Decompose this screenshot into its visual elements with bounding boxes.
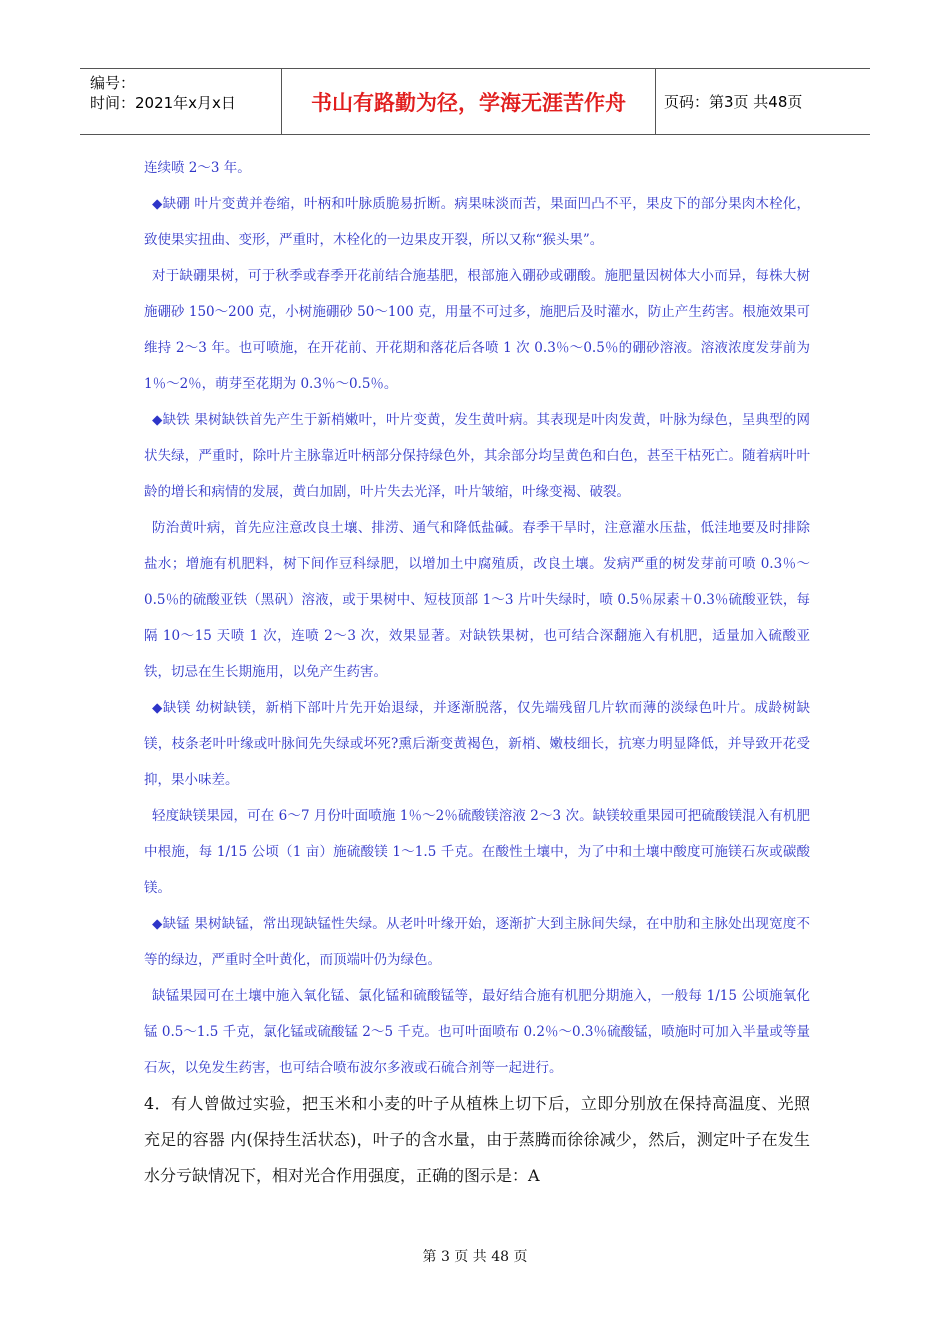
paragraph-boron-deficiency: ◆缺硼 叶片变黄并卷缩，叶柄和叶脉质脆易折断。病果味淡而苦，果面凹凸不平，果皮下的部分果肉木栓化，致使果实扭曲、变形，严重时，木栓化的一边果皮开裂，所以又称“猴头果”。 — [144, 196, 810, 248]
paragraph: 轻度缺镁果园，可在 6～7 月份叶面喷施 1％～2％硫酸镁溶液 2～3 次。缺镁较重果园可把硫酸镁混入有机肥中根施，每 1/15 公顷（1 亩）施硫酸镁 1～1.5 千克。在酸性土壤中，为了中和土壤中酸度可施镁石灰或碳酸镁。 — [144, 808, 810, 896]
paragraph-manganese-deficiency: ◆缺锰 果树缺锰，常出现缺锰性失绿。从老叶叶缘开始，逐渐扩大到主脉间失绿，在中肋和主脉处出现宽度不等的绿边，严重时全叶黄化，而顶端叶仍为绿色。 — [144, 916, 810, 968]
document-body — [144, 150, 810, 1194]
header-page-code: 页码：第3页 共48页 — [664, 93, 803, 111]
header-motto: 书山有路勤为径，学海无涯苦作舟 — [281, 69, 656, 134]
paragraph-iron-deficiency: ◆缺铁 果树缺铁首先产生于新梢嫩叶，叶片变黄，发生黄叶病。其表现是叶肉发黄，叶脉为绿色，呈典型的网状失绿，严重时，除叶片主脉靠近叶柄部分保持绿色外，其余部分均呈黄色和白色，甚至干枯死亡。随着病叶叶龄的增长和病情的发展，黄白加剧，叶片失去光泽，叶片皱缩，叶缘变褐、破裂。 — [144, 412, 810, 500]
paragraph: 对于缺硼果树，可于秋季或春季开花前结合施基肥，根部施入硼砂或硼酸。施肥量因树体大小而异，每株大树施硼砂 150～200 克，小树施硼砂 50～100 克，用量不可过多，施肥后及时灌水，防止产生药害。根施效果可维持 2～3 年。也可喷施，在开花前、开花期和落花后各喷 1 次 0.3％～0.5％的硼砂溶液。溶液浓度发芽前为 1％～2％，萌芽至花期为 0.3％～0.5％。 — [144, 268, 810, 392]
paragraph: 连续喷 2～3 年。 — [144, 160, 251, 176]
page-header — [80, 68, 870, 135]
document-number: 编号： — [90, 74, 136, 92]
question-text: 4．有人曾做过实验，把玉米和小麦的叶子从植株上切下后，立即分别放在保持高温度、光照充足的容器 内(保持生活状态)，叶子的含水量，由于蒸腾而徐徐减少，然后，测定叶子在发生水分亏缺情况下，相对光合作用强度，正确的图示是：A — [144, 1094, 810, 1185]
header-left-cell — [80, 69, 281, 134]
document-date: 时间：2021年x月x日 — [90, 94, 236, 112]
paragraph: 缺锰果园可在土壤中施入氧化锰、氯化锰和硫酸锰等，最好结合施有机肥分期施入，一般每 1/15 公顷施氧化锰 0.5～1.5 千克，氯化锰或硫酸锰 2～5 千克。也可叶面喷布 0.2％～0.3％硫酸锰，喷施时可加入半量或等量石灰，以免发生药害，也可结合喷布波尔多液或石硫合剂等一起进行。 — [144, 988, 810, 1076]
page-footer: 第 3 页 共 48 页 — [422, 1249, 528, 1265]
paragraph: 防治黄叶病，首先应注意改良土壤、排涝、通气和降低盐碱。春季干旱时，注意灌水压盐，低洼地要及时排除盐水；增施有机肥料，树下间作豆科绿肥，以增加土中腐殖质，改良土壤。发病严重的树发芽前可喷 0.3％～0.5％的硫酸亚铁（黑矾）溶液，或于果树中、短枝顶部 1～3 片叶失绿时，喷 0.5％尿素＋0.3％硫酸亚铁，每隔 10～15 天喷 1 次，连喷 2～3 次，效果显著。对缺铁果树，也可结合深翻施入有机肥，适量加入硫酸亚铁，切忌在生长期施用，以免产生药害。 — [144, 520, 810, 680]
paragraph-magnesium-deficiency: ◆缺镁 幼树缺镁，新梢下部叶片先开始退绿，并逐渐脱落，仅先端残留几片软而薄的淡绿色叶片。成龄树缺镁，枝条老叶叶缘或叶脉间先失绿或坏死?熏后渐变黄褐色，新梢、嫩枝细长，抗寒力明显降低，并导致开花受抑，果小味差。 — [144, 700, 810, 788]
